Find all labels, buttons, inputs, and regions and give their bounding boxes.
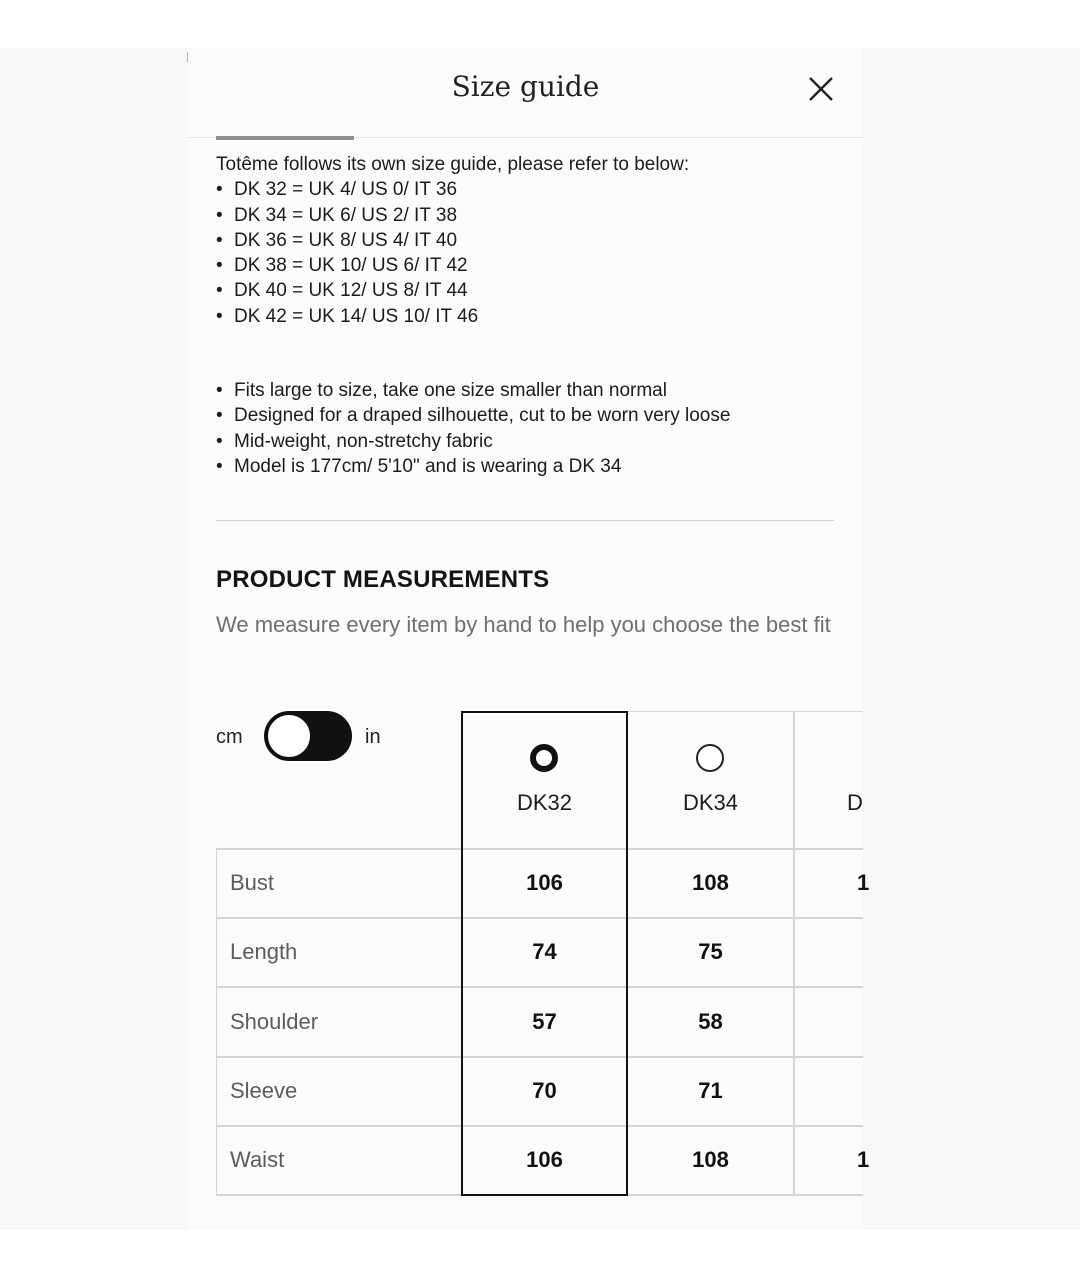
section-divider [216, 520, 834, 521]
close-button[interactable] [806, 74, 836, 104]
size-label: DK34 [682, 790, 739, 815]
table-cell: 108 [692, 870, 729, 895]
row-label-bust: Bust [230, 870, 275, 895]
unit-toggle[interactable] [264, 711, 352, 761]
toggle-knob [266, 713, 312, 759]
table-cell: 75 [698, 939, 723, 964]
table-cell: 71 [698, 1078, 723, 1103]
selected-size-highlight [461, 711, 628, 1196]
row-label-waist: Waist [230, 1147, 285, 1172]
table-cell: 106 [526, 1147, 563, 1172]
conversion-list [216, 177, 836, 329]
list-item: • Designed for a draped silhouette, cut to be worn very loose [216, 403, 836, 428]
list-item: • DK 36 = UK 8/ US 4/ IT 40 [216, 228, 836, 253]
list-item: • DK 32 = UK 4/ US 0/ IT 36 [216, 177, 836, 202]
list-item: • DK 40 = UK 12/ US 8/ IT 44 [216, 278, 836, 303]
table-cell: 74 [532, 939, 557, 964]
grid-line [216, 848, 217, 1196]
list-item: • DK 42 = UK 14/ US 10/ IT 46 [216, 304, 836, 329]
row-label-sleeve: Sleeve [230, 1078, 298, 1103]
list-item: • Model is 177cm/ 5'10" and is wearing a DK 34 [216, 454, 836, 479]
table-cell: 1 [857, 870, 870, 895]
size-radio[interactable] [696, 744, 724, 772]
size-column-clipped[interactable] [795, 712, 913, 848]
table-cell: 57 [532, 1009, 557, 1034]
row-label-shoulder: Shoulder [230, 1009, 319, 1034]
table-cell: 58 [698, 1009, 723, 1034]
list-item: • Fits large to size, take one size smaller than normal [216, 378, 836, 403]
modal-title: Size guide [451, 70, 600, 103]
measurements-description: We measure every item by hand to help you choose the best fit [216, 612, 831, 637]
list-item: • DK 38 = UK 10/ US 6/ IT 42 [216, 253, 836, 278]
table-cell: 108 [692, 1147, 729, 1172]
size-intro [216, 152, 836, 329]
fit-notes-list [216, 378, 836, 479]
modal-header [188, 48, 863, 138]
measurements-heading: PRODUCT MEASUREMENTS [216, 566, 550, 593]
scroll-indicator[interactable] [216, 136, 354, 140]
size-label: DK32 [516, 790, 573, 815]
size-guide-modal [188, 48, 870, 1230]
size-label: D [847, 790, 863, 815]
list-item: • Mid-weight, non-stretchy fabric [216, 429, 836, 454]
table-cell: 70 [532, 1078, 557, 1103]
table-cell: 106 [526, 870, 563, 895]
list-item: • DK 34 = UK 6/ US 2/ IT 38 [216, 203, 836, 228]
table-cell: 1 [857, 1147, 870, 1172]
unit-in-label[interactable]: in [365, 726, 381, 748]
unit-cm-label[interactable]: cm [216, 726, 243, 748]
close-icon [806, 74, 836, 104]
row-label-length: Length [230, 939, 298, 964]
intro-heading: Totême follows its own size guide, please refer to below: [216, 154, 690, 175]
size-column-dk34[interactable] [628, 712, 793, 848]
